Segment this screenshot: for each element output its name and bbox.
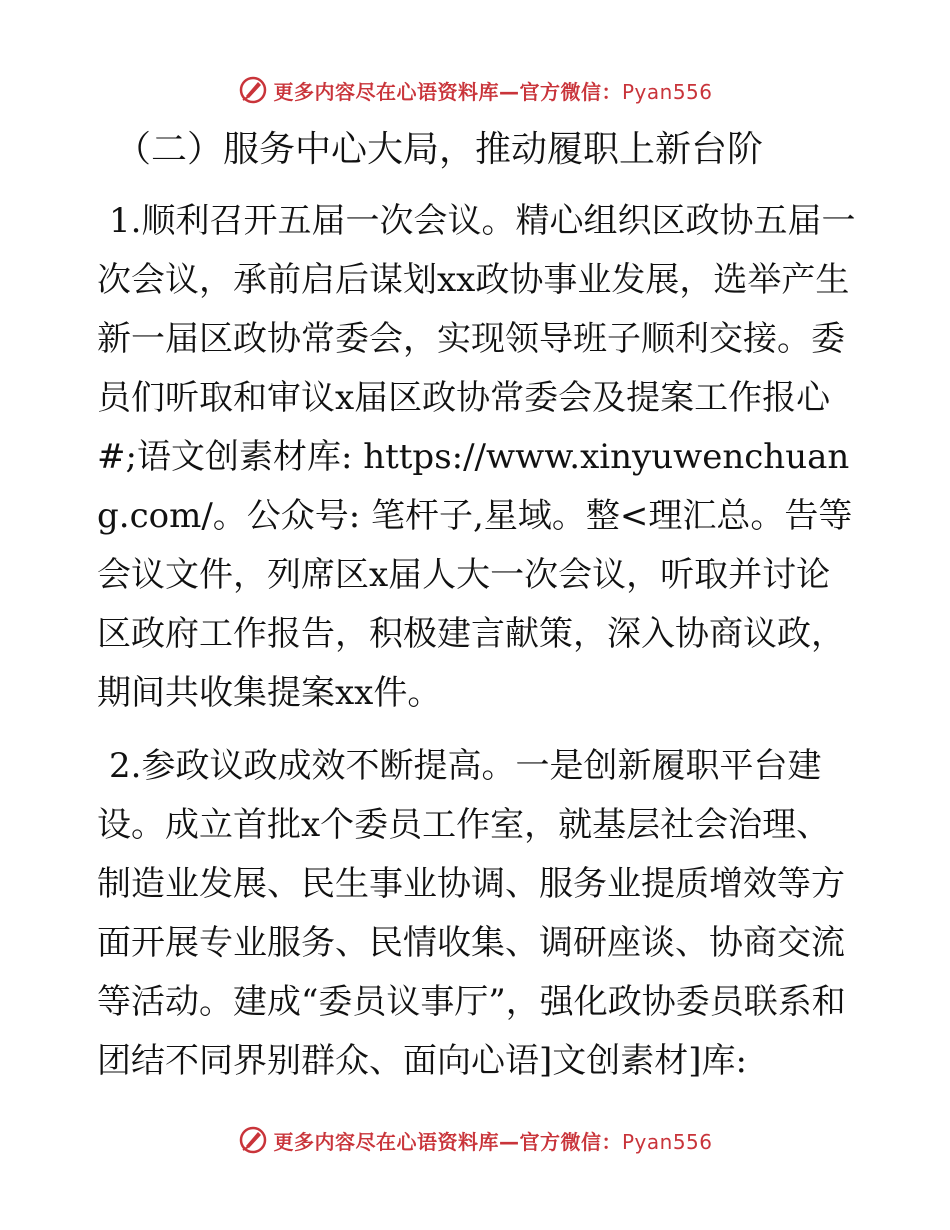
paragraph-2-text: 2.参政议政成效不断提高。一是创新履职平台建设。成立首批x个委员工作室，就基层社会治理、制造业发展、民生事业协调、服务业提质增效等方面开展专业服务、民情收集、调研座谈、协商交流等活动。建成“委员议事厅”，强化政协委员联系和团结不同界别群众、面向心语]文创素材]库: bbox=[97, 746, 846, 1081]
watermark-text bbox=[273, 1126, 712, 1155]
header-watermark-banner bbox=[0, 70, 950, 110]
watermark-text-cn: 更多内容尽在心语资料库—官方微信： bbox=[273, 1129, 622, 1154]
footer-watermark-banner bbox=[0, 1120, 950, 1160]
watermark-text bbox=[273, 76, 712, 105]
paragraph-1-text: 1.顺利召开五届一次会议。精心组织区政协五届一次会议，承前启后谋划xx政协事业发展，选举产生新一届区政协常委会，实现领导班子顺利交接。委员们听取和审议x届区政协常委会及提案工作报心#;语文创素材库: https://www.xinyuwenchuang.com/。公众号: 笔杆子,星域。整<理汇总。告等会议文件，列席区x届人大一次会议，听取并讨论区政府工作报告，积极建言献策，深入协商议政，期间共收集提案xx件。 bbox=[97, 201, 856, 713]
section-title: （二）服务中心大局，推动履职上新台阶 bbox=[115, 129, 764, 170]
watermark-text-cn: 更多内容尽在心语资料库—官方微信： bbox=[273, 79, 622, 104]
paragraph-2 bbox=[97, 737, 857, 1091]
watermark-wechat-id: Pyan556 bbox=[621, 1129, 713, 1154]
watermark-wechat-id: Pyan556 bbox=[621, 79, 713, 104]
document-body bbox=[97, 122, 857, 1105]
paragraph-1 bbox=[97, 192, 857, 723]
brush-logo-icon bbox=[237, 1124, 269, 1156]
brush-logo-icon bbox=[237, 74, 269, 106]
